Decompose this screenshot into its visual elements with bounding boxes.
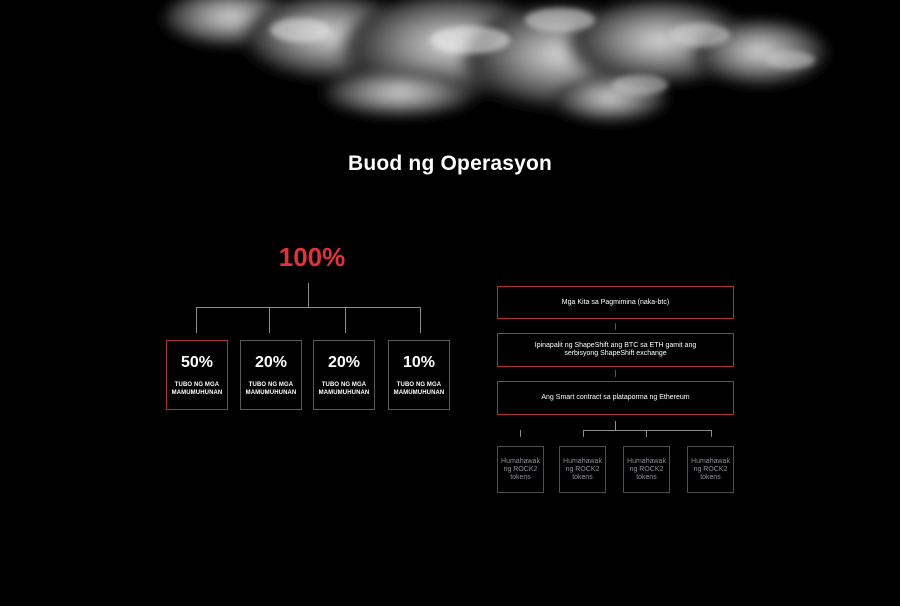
distribution-label: TUBO NG MGA MAMUMUHUNAN — [171, 382, 223, 396]
distribution-label: TUBO NG MGA MAMUMUHUNAN — [393, 382, 445, 396]
page-title: Buod ng Operasyon — [347, 152, 553, 175]
flow-connector-line — [615, 370, 616, 377]
distribution-box — [166, 340, 228, 410]
tree-branch-line — [420, 307, 421, 333]
distribution-percent: 20% — [254, 354, 288, 371]
flow-connector-line — [615, 323, 616, 330]
distribution-box — [388, 340, 450, 410]
distribution-percent: 10% — [402, 354, 436, 371]
total-percent: 100% — [278, 242, 346, 272]
holder-connector-line — [583, 430, 711, 431]
distribution-percent: 50% — [180, 354, 214, 371]
token-holder-box: Humahawak ng ROCK2 tokens — [623, 446, 670, 493]
distribution-percent: 20% — [327, 354, 361, 371]
distribution-label: TUBO NG MGA MAMUMUHUNAN — [245, 382, 297, 396]
flow-step-mining-revenue: Mga Kita sa Pagmimina (naka-btc) — [497, 286, 734, 319]
holder-connector-line — [646, 430, 647, 437]
tree-stem-line — [308, 283, 309, 307]
distribution-box — [313, 340, 375, 410]
holder-connector-line — [711, 430, 712, 437]
distribution-label: TUBO NG MGA MAMUMUHUNAN — [318, 382, 370, 396]
holder-connector-line — [615, 421, 616, 430]
flow-step-smart-contract: Ang Smart contract sa plataporma ng Ethereum — [497, 381, 734, 415]
token-holder-box: Humahawak ng ROCK2 tokens — [687, 446, 734, 493]
flow-step-shapeshift: Ipinapalit ng ShapeShift ang BTC sa ETH gamit ang serbisyong ShapeShift exchange — [497, 333, 734, 367]
distribution-box — [240, 340, 302, 410]
tree-branch-line — [269, 307, 270, 333]
holder-connector-line — [583, 430, 584, 437]
tree-horizontal-line — [196, 307, 421, 308]
holder-connector-line — [520, 430, 521, 437]
token-holder-box: Humahawak ng ROCK2 tokens — [559, 446, 606, 493]
cloud-header-image — [0, 0, 900, 150]
tree-branch-line — [345, 307, 346, 333]
token-holder-box: Humahawak ng ROCK2 tokens — [497, 446, 544, 493]
tree-branch-line — [196, 307, 197, 333]
